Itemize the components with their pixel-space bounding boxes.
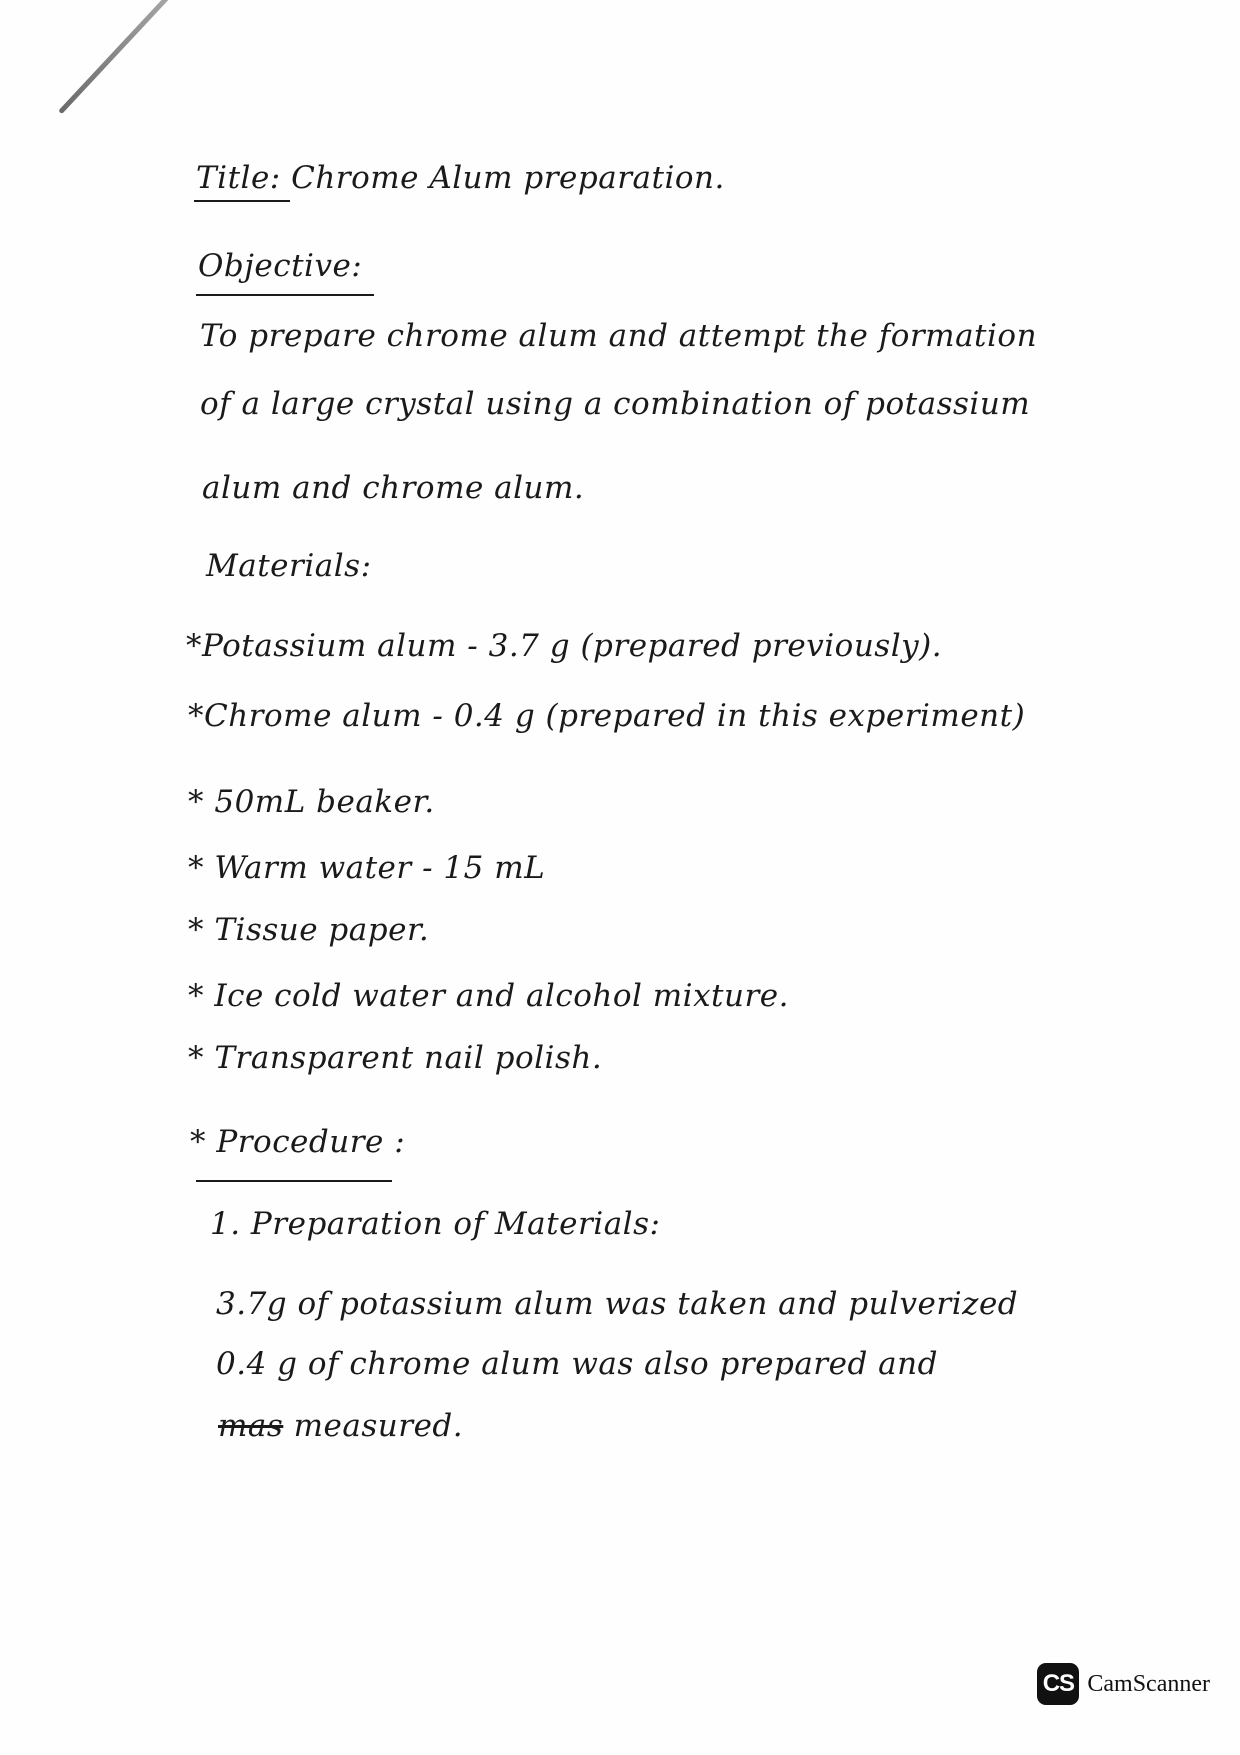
objective-heading: Objective: (198, 248, 363, 284)
objective-underline (196, 294, 374, 296)
material-item: *Chrome alum - 0.4 g (prepared in this experiment) (188, 698, 1026, 734)
material-item: * Warm water - 15 mL (188, 850, 546, 886)
objective-line-2: of a large crystal using a combination of potassium (200, 386, 1031, 422)
procedure-line-3-rest: measured. (283, 1408, 464, 1444)
camscanner-logo-icon: CS (1037, 1663, 1079, 1705)
procedure-heading: * Procedure : (190, 1124, 406, 1160)
material-item: * Transparent nail polish. (188, 1040, 603, 1076)
struck-word: mas (218, 1408, 284, 1444)
pen-mark (58, 0, 232, 114)
procedure-subheading: 1. Preparation of Materials: (210, 1206, 661, 1242)
procedure-line-3 (218, 1408, 463, 1444)
title-underline (194, 200, 290, 202)
objective-line-3: alum and chrome alum. (202, 470, 585, 506)
camscanner-watermark (1037, 1663, 1210, 1705)
materials-heading: Materials: (206, 548, 372, 584)
material-item: * Ice cold water and alcohol mixture. (188, 978, 789, 1014)
material-item: * 50mL beaker. (188, 784, 435, 820)
camscanner-label: CamScanner (1087, 1670, 1210, 1697)
procedure-line-2: 0.4 g of chrome alum was also prepared and (216, 1346, 938, 1382)
procedure-underline (196, 1180, 392, 1182)
material-item: *Potassium alum - 3.7 g (prepared previously). (186, 628, 943, 664)
material-item: * Tissue paper. (188, 912, 430, 948)
procedure-line-1: 3.7g of potassium alum was taken and pulverized (216, 1286, 1019, 1322)
objective-line-1: To prepare chrome alum and attempt the formation (200, 318, 1038, 354)
title-line: Title: Chrome Alum preparation. (196, 160, 725, 196)
